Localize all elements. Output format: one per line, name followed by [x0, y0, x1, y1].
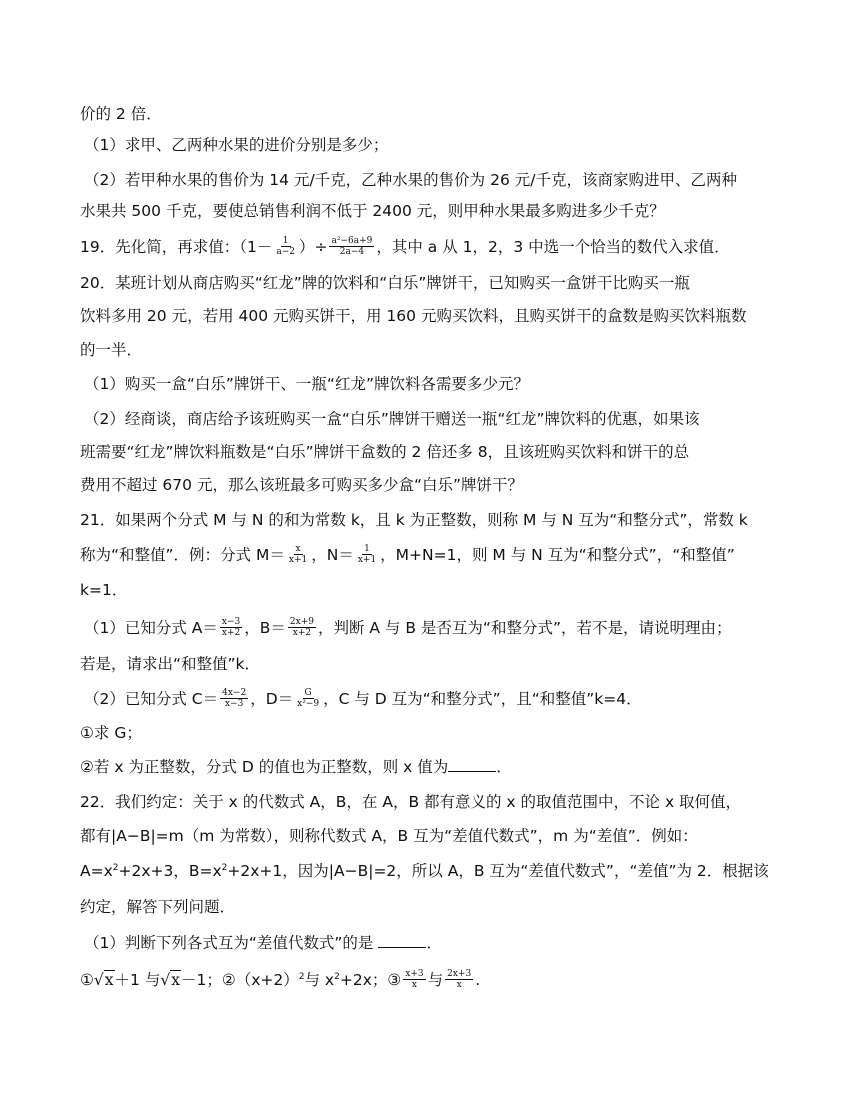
- answer-blank: [378, 933, 426, 948]
- text-segment: ①: [80, 971, 94, 989]
- text-line: 费用不超过 670 元，那么该班最多可购买多少盒“白乐”牌饼干？: [80, 476, 524, 494]
- fraction-denominator: 2a−4: [339, 247, 365, 257]
- text-segment: ，B＝: [244, 619, 286, 637]
- text-segment: ，C 与 D 互为“和整分式”，且“和整值”k=4．: [323, 690, 642, 708]
- radicand: x: [104, 971, 114, 989]
- text-segment: +2x；③: [339, 971, 402, 989]
- text-segment: （2）已知分式 C＝: [84, 690, 219, 708]
- fraction-numerator: G: [304, 688, 312, 698]
- fraction-numerator: 1: [282, 236, 289, 246]
- text-segment: .: [475, 971, 481, 989]
- text-line: 都有|A−B|=m（m 为常数），则称代数式 A，B 互为“差值代数式”，m 为“差值”．例如：: [80, 827, 698, 845]
- square-root: √x: [160, 971, 180, 989]
- question-22-options: [80, 970, 480, 991]
- fraction-numerator: a²−6a+9: [331, 236, 373, 246]
- question-21-part-1: [84, 618, 731, 639]
- text-line: k=1．: [80, 581, 128, 599]
- q19-text-a: 19．先化简，再求值：（1－: [80, 238, 273, 256]
- question-21-example: [80, 545, 735, 566]
- fraction-denominator: x: [411, 980, 417, 990]
- fraction-numerator: x−3: [221, 617, 241, 627]
- text-segment: 称为“和整值”．例：分式 M＝: [80, 546, 285, 564]
- text-segment: 与: [427, 971, 444, 989]
- text-segment: ．: [426, 934, 442, 952]
- text-line: ①求 G；: [80, 724, 142, 742]
- text-line: [80, 861, 769, 881]
- fraction-numerator: 1: [364, 544, 370, 554]
- text-segment: ，判断 A 与 B 是否互为“和整分式”，若不是，请说明理由；: [317, 619, 732, 637]
- text-line: 班需要“红龙”牌饮料瓶数是“白乐”牌饼干盒数的 2 倍还多 8，且该班购买饮料和饼干的总: [80, 443, 690, 461]
- superscript: 2: [334, 972, 340, 982]
- question-21-part-2: [84, 689, 642, 710]
- fraction-C: [220, 688, 248, 709]
- fraction-numerator: 2x+9: [289, 617, 314, 627]
- fraction: [403, 969, 425, 990]
- fraction-denominator: x−3: [224, 699, 244, 709]
- text-segment: （1）已知分式 A＝: [84, 619, 218, 637]
- fraction-denominator: x+2: [221, 628, 241, 638]
- fraction-denominator: a−2: [276, 247, 295, 257]
- text-segment: 与 x: [304, 971, 335, 989]
- text-segment: ．: [496, 758, 512, 776]
- question-18-part-1: （1）求甲、乙两种水果的进价分别是多少；: [84, 136, 389, 154]
- question-20: 20．某班计划从商店购买“红龙”牌的饮料和“白乐”牌饼干，已知购买一盒饼干比购买一瓶: [80, 274, 690, 292]
- q19-text-b: ）÷: [298, 238, 328, 256]
- text-line: 价的 2 倍．: [80, 105, 162, 123]
- superscript: 2: [112, 863, 119, 873]
- text-line: 约定，解答下列问题．: [80, 898, 236, 916]
- radicand: x: [171, 971, 180, 989]
- text-line: 若是，请求出“和整值”k．: [80, 655, 261, 673]
- text-line: 饮料多用 20 元，若用 400 元购买饼干，用 160 元购买饮料，且购买饼干的盒数是购买饮料瓶数: [80, 307, 747, 325]
- question-21: 21．如果两个分式 M 与 N 的和为常数 k，且 k 为正整数，则称 M 与 N 互为“和整分式”，常数 k: [80, 511, 748, 529]
- fraction-numerator: x+3: [405, 969, 424, 979]
- fraction-B: [288, 617, 316, 638]
- text-line: [80, 757, 512, 777]
- fraction-A: [220, 617, 242, 638]
- text-segment: ，D＝: [250, 690, 294, 708]
- fraction-denominator: x+2: [292, 628, 312, 638]
- fraction-numerator: x: [295, 544, 301, 554]
- text-segment: （1）判断下列各式互为“差值代数式”的是: [84, 934, 374, 952]
- text-line: 的一半．: [80, 341, 143, 359]
- fraction-M: [287, 544, 309, 565]
- q19-fraction-1: [274, 236, 297, 257]
- text-segment: ＋1 与: [114, 971, 161, 989]
- superscript: 2: [221, 863, 228, 873]
- text-segment: ②若 x 为正整数，分式 D 的值也为正整数，则 x 值为: [80, 758, 449, 776]
- answer-blank: [448, 757, 496, 772]
- question-22: 22．我们约定：关于 x 的代数式 A，B，在 A，B 都有意义的 x 的取值范围中，不论 x 取何值，: [80, 793, 742, 811]
- text-segment: +2x+1，因为|A−B|=2，所以 A，B 互为“差值代数式”，“差值”为 2．根据该: [227, 862, 769, 880]
- fraction-numerator: 4x−2: [222, 688, 247, 698]
- question-20-part-1: （1）购买一盒“白乐”牌饼干、一瓶“红龙”牌饮料各需要多少元？: [84, 375, 529, 393]
- question-22-part-1: [84, 933, 442, 953]
- text-segment: ，N＝: [311, 546, 354, 564]
- text-segment: －1；②（x+2）: [180, 971, 299, 989]
- text-segment: +2x+3，B=x: [118, 862, 222, 880]
- q19-text-c: ，其中 a 从 1，2，3 中选一个恰当的数代入求值．: [376, 238, 730, 256]
- fraction: [445, 969, 473, 990]
- question-19: [80, 237, 730, 258]
- superscript: 2: [298, 972, 305, 982]
- text-segment: ，M+N=1，则 M 与 N 互为“和整分式”，“和整值”: [380, 546, 735, 564]
- fraction-denominator: x²−9: [297, 699, 320, 709]
- fraction-denominator: x: [456, 980, 462, 990]
- fraction-numerator: 2x+3: [447, 969, 472, 979]
- question-18-part-2: （2）若甲种水果的售价为 14 元/千克，乙种水果的售价为 26 元/千克，该商家购进甲、乙两种: [84, 171, 737, 189]
- fraction-denominator: x+1: [288, 555, 308, 565]
- text-line: 水果共 500 千克，要使总销售利润不低于 2400 元，则甲种水果最多购进多少千克？: [80, 202, 665, 220]
- text-segment: A=x: [80, 862, 113, 880]
- fraction-denominator: x+1: [357, 555, 377, 565]
- fraction-D: [295, 688, 321, 709]
- fraction-N: [356, 544, 378, 565]
- square-root: √x: [93, 971, 114, 989]
- question-20-part-2: （2）经商谈，商店给予该班购买一盒“白乐”牌饼干赠送一瓶“红龙”牌饮料的优惠，如果该: [84, 410, 700, 428]
- q19-fraction-2: [329, 236, 374, 257]
